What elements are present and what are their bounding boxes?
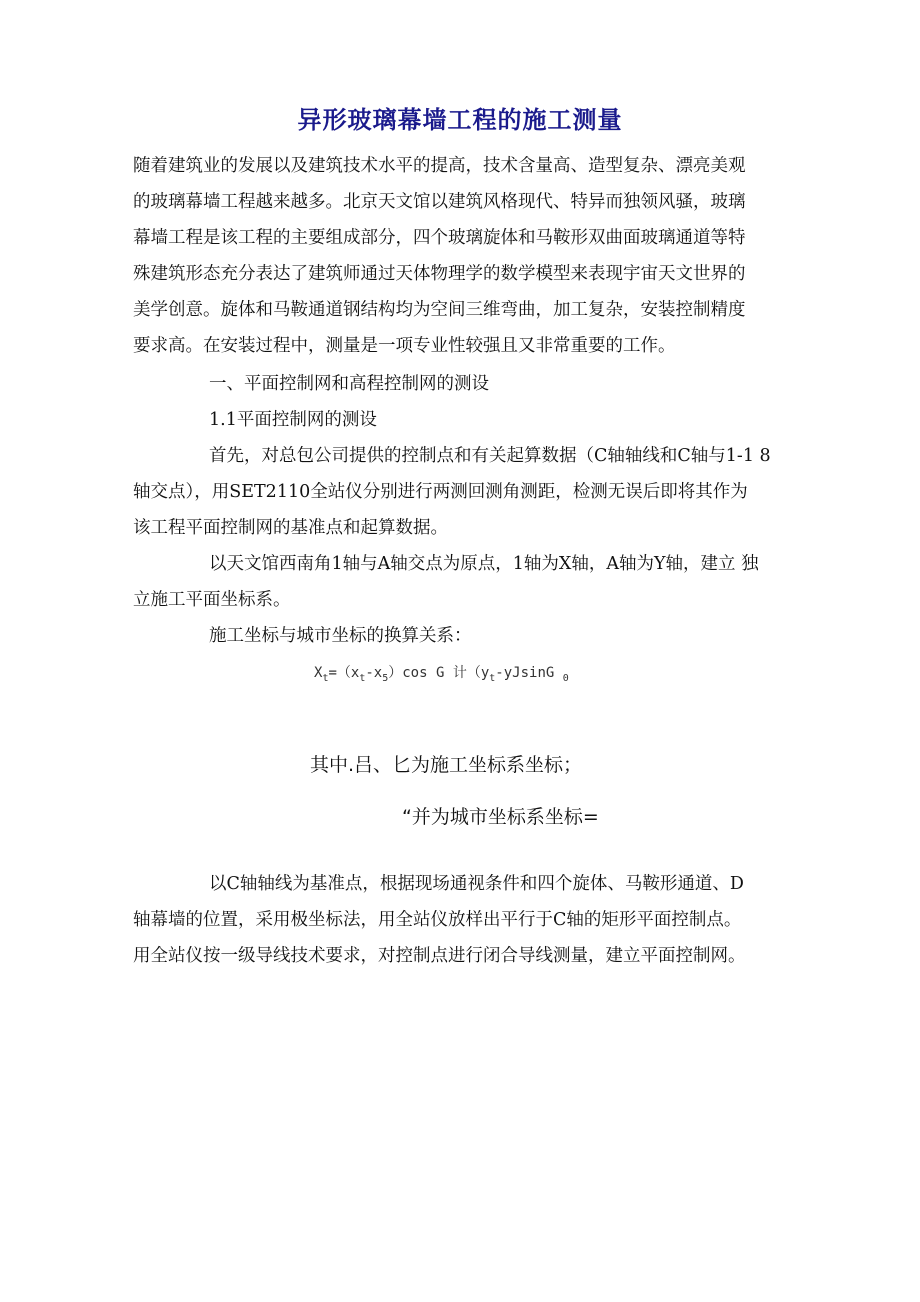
intro-line: 的玻璃幕墙工程越来越多。北京天文馆以建筑风格现代、特异而独领风骚，玻璃 [133, 192, 746, 212]
formula-part: =（x [328, 665, 360, 681]
para2-first-line: 以天文馆西南角1轴与A轴交点为原点，1轴为X轴，A轴为Y轴，建立 独 [209, 554, 759, 574]
intro-line: 幕墙工程是该工程的主要组成部分，四个玻璃旋体和马鞍形双曲面玻璃通道等特 [133, 228, 746, 248]
para1-first-line: 首先，对总包公司提供的控制点和有关起算数据（C轴轴线和C轴与1-1 8 [209, 446, 771, 466]
para1-line: 该工程平面控制网的基准点和起算数据。 [133, 518, 448, 538]
formula-subscript: 5 [382, 672, 389, 684]
formula-part: -yJsinG [495, 665, 555, 681]
para1-line: 轴交点），用SET2110全站仪分别进行两测回测角测距，检测无误后即将其作为 [133, 482, 748, 502]
para3-line: 施工坐标与城市坐标的换算关系： [209, 626, 472, 646]
document-title: 异形玻璃幕墙工程的施工测量 [297, 105, 623, 134]
intro-line: 殊建筑形态充分表达了建筑师通过天体物理学的数学模型来表现宇宙天文世界的 [133, 264, 746, 284]
conversion-formula [314, 662, 569, 684]
formula-subscript: t [489, 672, 496, 684]
section-heading: 一、平面控制网和高程控制网的测设 [209, 374, 489, 394]
intro-line: 美学创意。旋体和马鞍通道钢结构均为空间三维弯曲，加工复杂，安装控制精度 [133, 300, 746, 320]
formula-subscript: t [322, 672, 329, 684]
formula-note-construction: 其中.吕、匕为施工坐标系坐标； [310, 754, 583, 776]
para4-line: 轴幕墙的位置，采用极坐标法，用全站仪放样出平行于C轴的矩形平面控制点。 [133, 910, 742, 930]
formula-part: ）cos G 计（y [388, 665, 490, 681]
para4-line: 用全站仪按一级导线技术要求，对控制点进行闭合导线测量，建立平面控制网。 [133, 946, 746, 966]
formula-subscript: t [359, 672, 366, 684]
formula-subscript: 0 [562, 672, 569, 684]
formula-part: -x [365, 665, 383, 681]
intro-paragraph [133, 148, 788, 364]
intro-line: 要求高。在安装过程中，测量是一项专业性较强且又非常重要的工作。 [133, 336, 676, 356]
para2-line: 立施工平面坐标系。 [133, 590, 291, 610]
subsection-heading: 1.1平面控制网的测设 [209, 410, 377, 430]
formula-note-city: “并为城市坐标系坐标= [402, 806, 599, 828]
intro-line: 随着建筑业的发展以及建筑技术水平的提高，技术含量高、造型复杂、漂亮美观 [133, 156, 746, 176]
para4-first-line: 以C轴轴线为基准点，根据现场通视条件和四个旋体、马鞍形通道、D [209, 874, 744, 894]
formula-part: X [314, 665, 323, 681]
